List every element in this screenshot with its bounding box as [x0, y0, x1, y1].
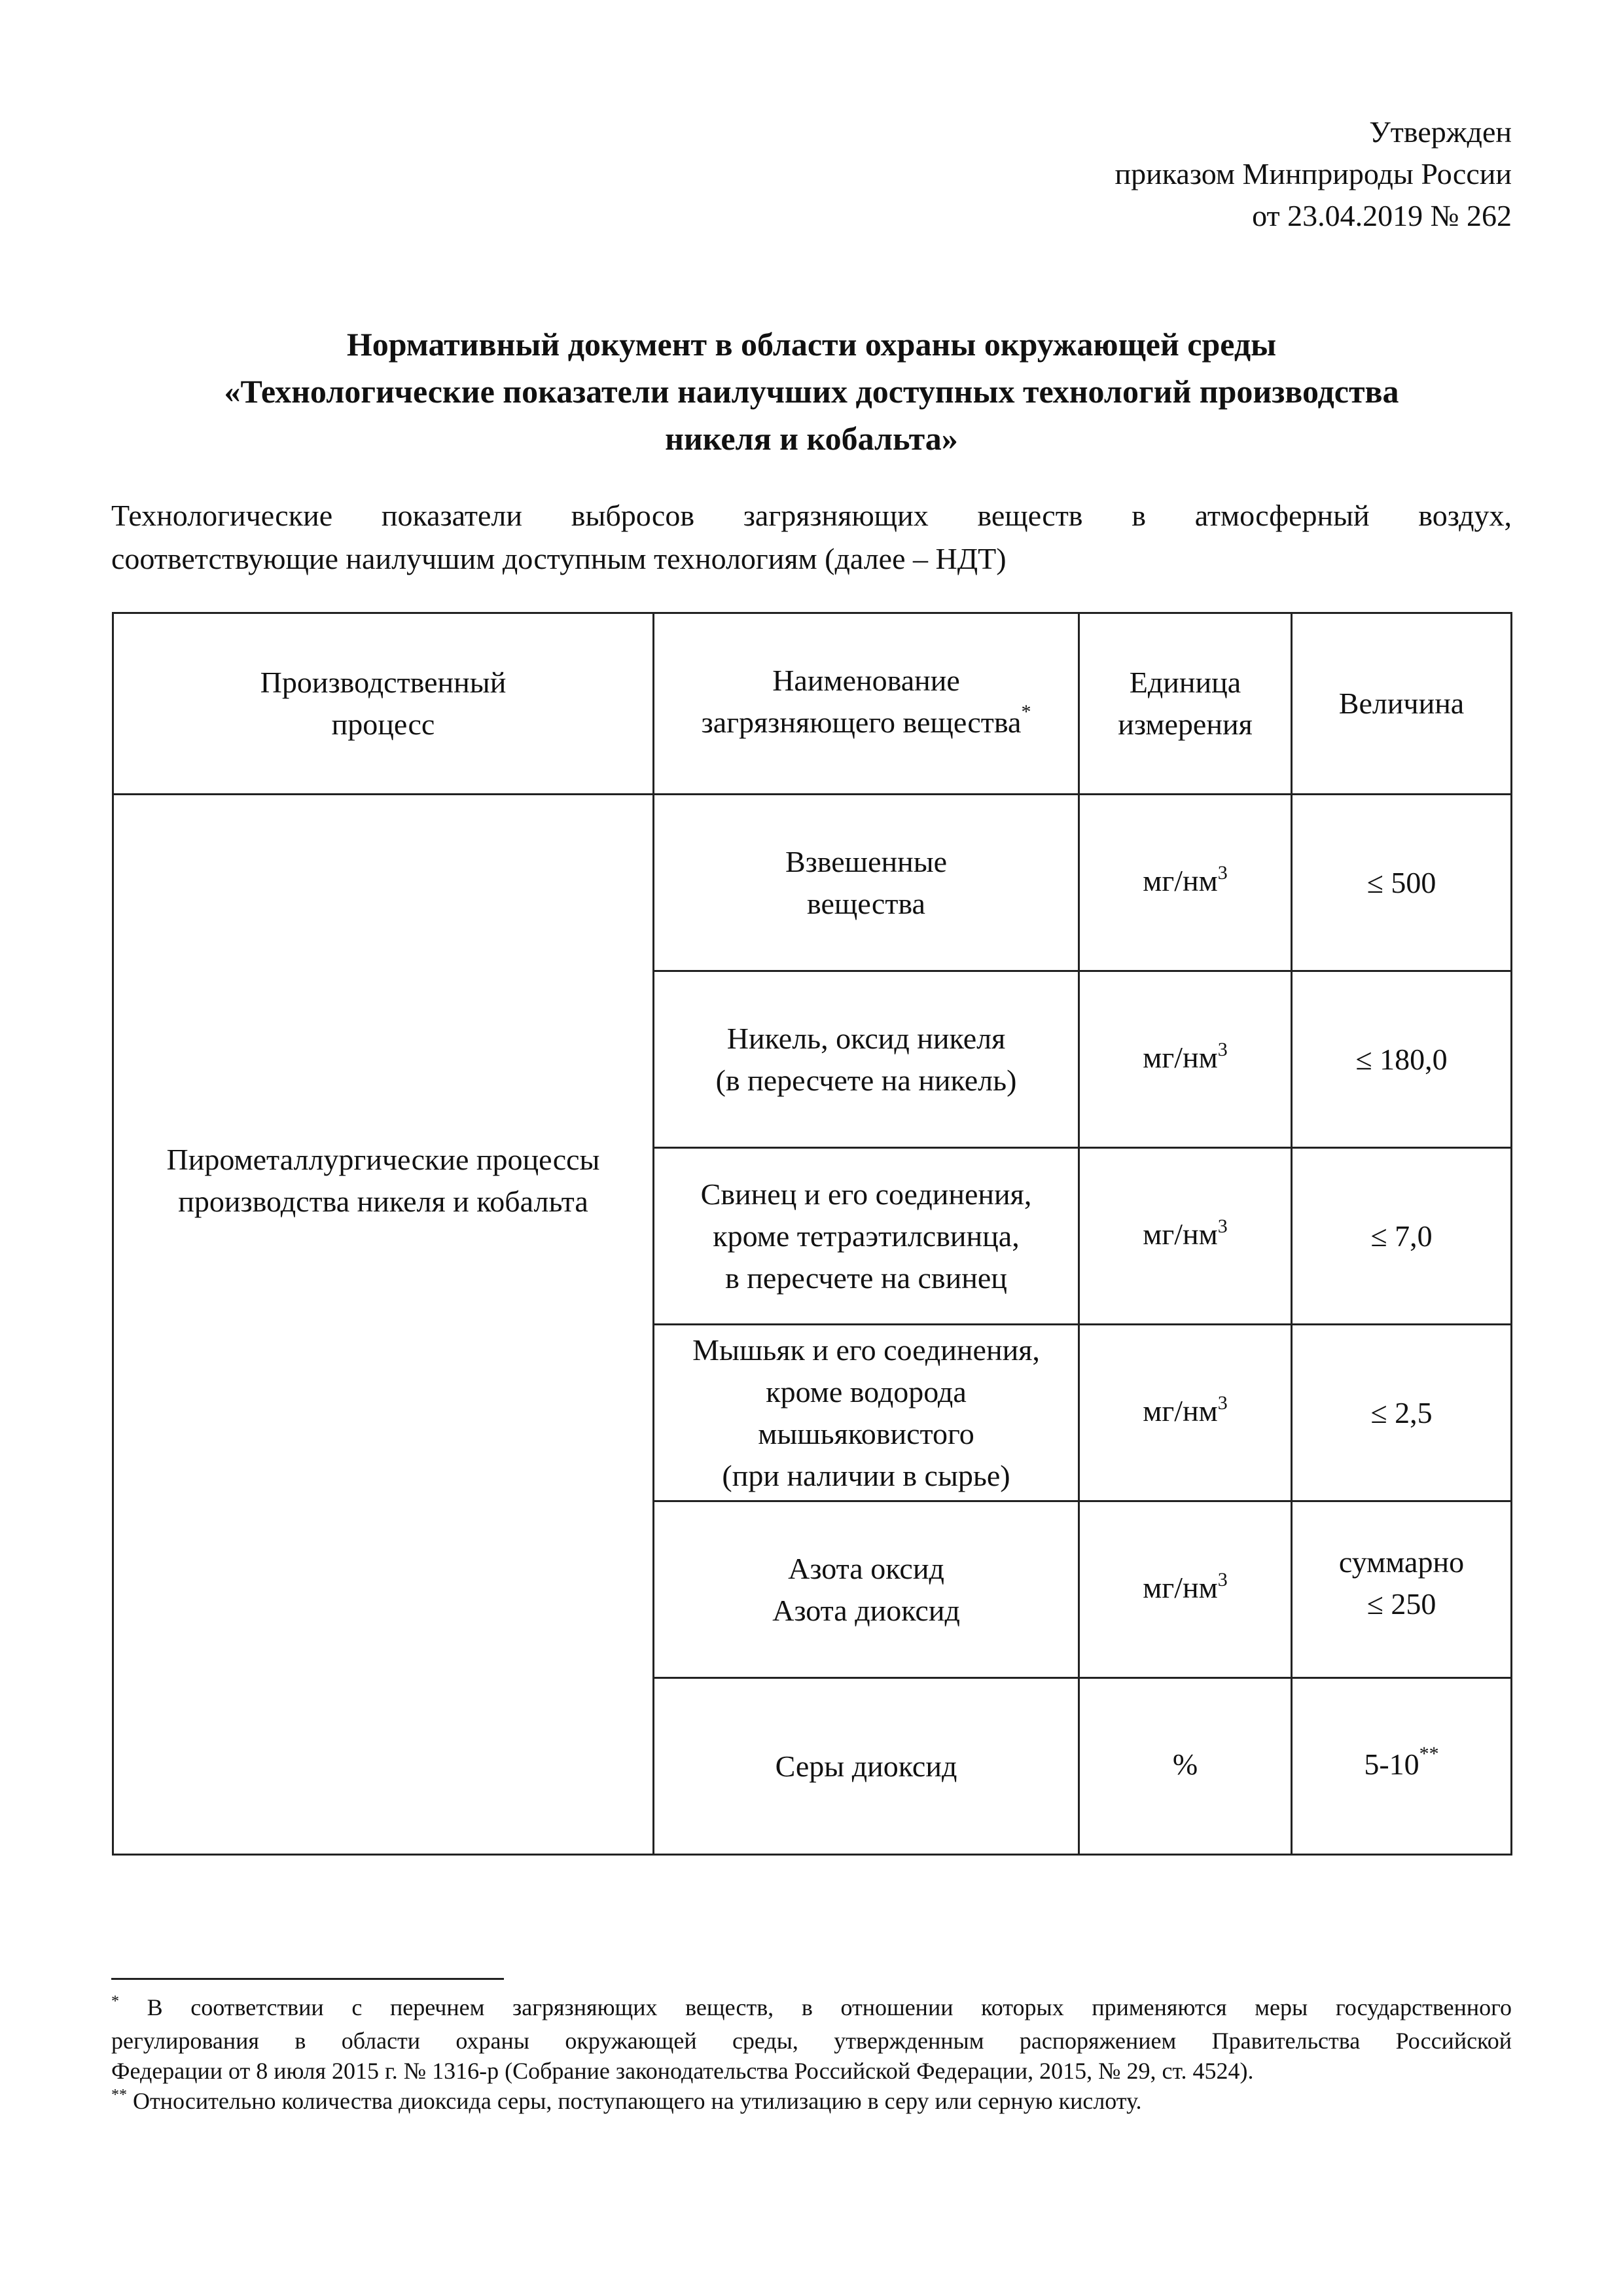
table-body	[113, 795, 1512, 1855]
table-row	[113, 795, 1512, 971]
intro-line-1: Технологические показатели выбросов загрязняющих веществ в атмосферный воздух,	[111, 499, 1512, 532]
approval-line-3: от 23.04.2019 № 262	[1252, 199, 1512, 232]
title-line-1: Нормативный документ в области охраны окружающей среды	[346, 326, 1277, 363]
substance-cell: Свинец и его соединения, кроме тетраэтилсвинца, в пересчете на свинец	[654, 1148, 1079, 1325]
header-unit: Единица измерения	[1079, 613, 1292, 795]
unit-cell: $мг/нм^3$	[1079, 1148, 1292, 1325]
footnote-1-line-1: * В соответствии с перечнем загрязняющих веществ, в отношении которых применяются меры государственного	[111, 1993, 1512, 2020]
title-line-2: «Технологические показатели наилучших доступных технологий производства	[224, 373, 1399, 410]
value-cell: ≤ 500	[1292, 795, 1512, 971]
substance-cell: Никель, оксид никеля (в пересчете на никель)	[654, 971, 1079, 1148]
substance-cell: Азота оксид Азота диоксид	[654, 1501, 1079, 1678]
value-cell: ≤ 7,0	[1292, 1148, 1512, 1325]
value-cell: 5-10**	[1292, 1678, 1512, 1855]
unit-cell: $мг/нм^3$	[1079, 795, 1292, 971]
approval-line-1: Утвержден	[1369, 115, 1512, 149]
substance-cell: Мышьяк и его соединения, кроме водорода мышьяковистого (при наличии в сырье)	[654, 1325, 1079, 1501]
table-header-row	[113, 613, 1512, 795]
footnote-divider	[111, 1978, 504, 1980]
emissions-table	[112, 612, 1512, 1856]
footnote-mark: *	[1021, 701, 1031, 723]
document-title	[111, 321, 1512, 462]
approval-line-2: приказом Минприроды России	[1115, 157, 1512, 190]
approval-block	[1115, 111, 1512, 237]
value-cell: суммарно ≤ 250	[1292, 1501, 1512, 1678]
substance-cell: Взвешенные вещества	[654, 795, 1079, 971]
unit-cell: $мг/нм^3$	[1079, 971, 1292, 1148]
unit-cell: $мг/нм^3$	[1079, 1501, 1292, 1678]
header-value: Величина	[1292, 613, 1512, 795]
substance-cell: Серы диоксид	[654, 1678, 1079, 1855]
unit-cell: %	[1079, 1678, 1292, 1855]
value-cell: ≤ 2,5	[1292, 1325, 1512, 1501]
header-process: Производственный процесс	[113, 613, 654, 795]
title-line-3: никеля и кобальта»	[665, 420, 958, 457]
unit-cell: $мг/нм^3$	[1079, 1325, 1292, 1501]
intro-line-2: соответствующие наилучшим доступным технологиям (далее – НДТ)	[111, 542, 1007, 575]
footnote-1-line-2: регулирования в области охраны окружающей среды, утвержденным распоряжением Правительства Российской	[111, 2028, 1512, 2054]
footnotes	[111, 1992, 1512, 2119]
header-substance: Наименование загрязняющего вещества*	[654, 613, 1079, 795]
process-cell: Пирометаллургические процессы производства никеля и кобальта	[113, 795, 654, 1855]
footnote-2: ** Относительно количества диоксида серы, поступающего на утилизацию в серу или серную кислоту.	[111, 2087, 1142, 2114]
value-cell: ≤ 180,0	[1292, 971, 1512, 1148]
footnote-1-line-3: Федерации от 8 июля 2015 г. № 1316-р (Собрание законодательства Российской Федерации, 2015, № 29, ст. 4524).	[111, 2058, 1254, 2084]
intro-paragraph	[111, 494, 1512, 581]
